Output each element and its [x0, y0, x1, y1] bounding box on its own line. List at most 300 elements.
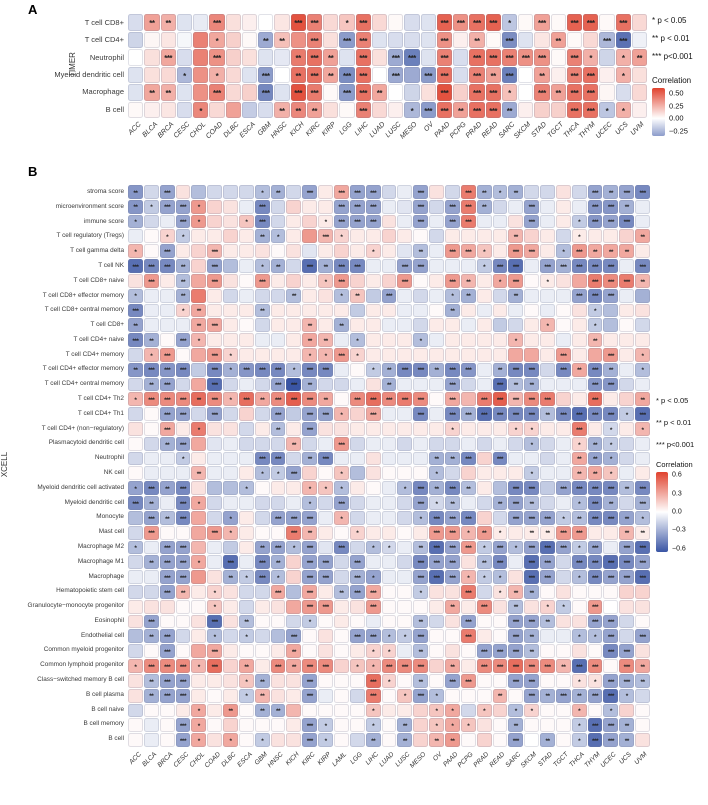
x-axis-label: MESO [399, 121, 419, 141]
significance-stars: *** [591, 737, 599, 745]
heatmap-cell [223, 615, 238, 629]
heatmap-cell [307, 14, 322, 31]
heatmap-cell [302, 541, 317, 555]
heatmap-cell [318, 481, 333, 495]
significance-stars: *** [370, 678, 377, 686]
significance-stars: *** [544, 544, 551, 552]
heatmap-cell [350, 304, 365, 318]
heatmap-cell [493, 437, 508, 451]
significance-stars: *** [310, 71, 319, 81]
heatmap-cell [291, 49, 306, 66]
significance-stars: ** [276, 189, 281, 197]
significance-stars: *** [544, 574, 551, 582]
heatmap-cell [619, 215, 634, 229]
heatmap-cell [193, 84, 208, 101]
heatmap-cell [477, 585, 492, 599]
significance-stars: *** [164, 663, 171, 671]
significance-stars: *** [607, 648, 614, 656]
heatmap-cell [477, 526, 492, 540]
heatmap-cell [128, 49, 143, 66]
significance-stars: *** [417, 559, 424, 567]
heatmap-cell [397, 674, 412, 688]
significance-stars: ** [295, 71, 301, 81]
heatmap-cell [524, 333, 539, 347]
heatmap-cell [588, 378, 603, 392]
heatmap-cell [144, 67, 159, 84]
significance-stars: * [229, 530, 232, 538]
heatmap-cell [193, 14, 208, 31]
significance-stars: ** [165, 515, 170, 523]
significance-stars: *** [512, 515, 519, 523]
significance-stars: * [467, 722, 470, 730]
heatmap-cell [429, 526, 444, 540]
significance-stars: *** [472, 106, 481, 116]
significance-stars: *** [591, 663, 599, 671]
significance-stars: * [215, 71, 219, 81]
significance-stars: *** [179, 219, 186, 227]
heatmap-cell [382, 392, 397, 406]
heatmap-cell [477, 644, 492, 658]
heatmap-cell [382, 674, 397, 688]
heatmap-cell [207, 348, 222, 362]
heatmap-cell [271, 526, 286, 540]
significance-stars: *** [512, 633, 519, 641]
heatmap-cell [366, 333, 381, 347]
xcell-grid [128, 185, 650, 747]
significance-stars: * [419, 337, 422, 345]
significance-stars: ** [165, 441, 170, 449]
row-label: Endothelial cell [81, 631, 124, 639]
significance-stars: *** [586, 19, 595, 29]
heatmap-cell [366, 659, 381, 673]
significance-stars: *** [591, 485, 599, 493]
heatmap-cell [588, 185, 603, 199]
heatmap-cell [599, 49, 614, 66]
heatmap-cell [258, 67, 273, 84]
heatmap-cell [356, 102, 371, 119]
heatmap-cell [176, 392, 191, 406]
significance-stars: * [546, 322, 549, 330]
heatmap-cell [493, 555, 508, 569]
heatmap-cell [191, 348, 206, 362]
heatmap-cell [588, 318, 603, 332]
heatmap-cell [191, 304, 206, 318]
significance-stars: *** [164, 589, 171, 597]
heatmap-cell [239, 600, 254, 614]
heatmap-cell [429, 659, 444, 673]
significance-stars: *** [306, 396, 313, 404]
heatmap-cell [588, 526, 603, 540]
heatmap-cell [334, 733, 349, 747]
significance-stars: * [562, 515, 565, 523]
significance-stars: *** [164, 693, 171, 701]
significance-stars: *** [639, 559, 646, 567]
significance-stars: *** [354, 204, 361, 212]
heatmap-cell [388, 102, 403, 119]
heatmap-cell [176, 674, 191, 688]
heatmap-cell [255, 289, 270, 303]
significance-stars: *** [496, 396, 503, 404]
colorbar-tick: 0.3 [672, 490, 682, 498]
heatmap-cell [572, 526, 587, 540]
heatmap-cell [619, 570, 634, 584]
significance-stars: *** [607, 678, 614, 686]
heatmap-cell [524, 585, 539, 599]
heatmap-cell [540, 541, 555, 555]
heatmap-cell [255, 718, 270, 732]
heatmap-cell [128, 511, 143, 525]
x-axis-label: COAD [204, 121, 225, 141]
heatmap-cell [176, 570, 191, 584]
row-label: T cell CD4+ naive [73, 335, 124, 343]
heatmap-cell [318, 674, 333, 688]
heatmap-cell [302, 215, 317, 229]
significance-stars: * [324, 485, 327, 493]
heatmap-cell [274, 102, 289, 119]
heatmap-cell [551, 84, 566, 101]
heatmap-cell [350, 600, 365, 614]
significance-stars: *** [306, 693, 313, 701]
significance-stars: *** [465, 633, 472, 641]
significance-stars: * [609, 456, 612, 464]
heatmap-cell [508, 289, 523, 303]
significance-stars: *** [424, 71, 433, 81]
significance-stars: *** [211, 322, 218, 330]
heatmap-cell [382, 437, 397, 451]
heatmap-cell [318, 733, 333, 747]
heatmap-cell [588, 629, 603, 643]
heatmap-cell [144, 704, 159, 718]
heatmap-cell [445, 200, 460, 214]
heatmap-cell [226, 32, 241, 49]
heatmap-cell [161, 32, 176, 49]
xcell-x-labels [128, 751, 650, 791]
heatmap-cell [382, 585, 397, 599]
heatmap-cell [144, 422, 159, 436]
heatmap-cell [421, 84, 436, 101]
heatmap-cell [635, 644, 650, 658]
heatmap-cell [572, 733, 587, 747]
heatmap-cell [271, 733, 286, 747]
significance-stars: ** [539, 71, 545, 81]
heatmap-cell [477, 422, 492, 436]
significance-stars: *** [528, 559, 535, 567]
heatmap-cell [534, 32, 549, 49]
heatmap-cell [286, 244, 301, 258]
significance-stars: ** [149, 337, 154, 345]
heatmap-cell [207, 274, 222, 288]
significance-stars: *** [306, 604, 313, 612]
heatmap-cell [635, 555, 650, 569]
heatmap-cell [271, 274, 286, 288]
significance-stars: *** [623, 559, 630, 567]
heatmap-cell [239, 496, 254, 510]
heatmap-cell [556, 363, 571, 377]
heatmap-cell [588, 333, 603, 347]
significance-stars: *** [407, 54, 416, 64]
significance-stars: * [514, 426, 517, 434]
heatmap-cell [508, 215, 523, 229]
heatmap-cell [302, 600, 317, 614]
heatmap-cell [207, 629, 222, 643]
heatmap-cell [307, 32, 322, 49]
heatmap-cell [429, 304, 444, 318]
significance-stars: *** [465, 678, 472, 686]
significance-stars: ** [482, 530, 487, 538]
significance-stars: *** [359, 106, 368, 116]
heatmap-cell [572, 481, 587, 495]
heatmap-cell [635, 289, 650, 303]
heatmap-cell [366, 555, 381, 569]
significance-stars: ** [466, 485, 471, 493]
heatmap-cell [318, 304, 333, 318]
significance-stars: *** [401, 278, 408, 286]
heatmap-cell [334, 185, 349, 199]
heatmap-cell [445, 718, 460, 732]
timer-x-labels [128, 121, 647, 161]
significance-stars: *** [456, 19, 465, 29]
significance-stars: *** [472, 71, 481, 81]
row-label: Common myeloid progenitor [43, 646, 124, 654]
significance-stars: *** [528, 204, 535, 212]
heatmap-cell [508, 585, 523, 599]
heatmap-cell [318, 615, 333, 629]
heatmap-cell [469, 102, 484, 119]
heatmap-cell [193, 102, 208, 119]
heatmap-cell [239, 333, 254, 347]
significance-stars: ** [418, 619, 423, 627]
significance-stars: * [578, 219, 581, 227]
heatmap-cell [286, 466, 301, 480]
significance-stars: * [594, 678, 597, 686]
heatmap-cell [177, 14, 192, 31]
heatmap-cell [318, 496, 333, 510]
heatmap-cell [445, 689, 460, 703]
heatmap-cell [271, 185, 286, 199]
heatmap-cell [334, 289, 349, 303]
heatmap-cell [318, 244, 333, 258]
heatmap-cell [207, 407, 222, 421]
heatmap-cell [603, 629, 618, 643]
heatmap-cell [556, 481, 571, 495]
heatmap-cell [128, 244, 143, 258]
heatmap-cell [318, 600, 333, 614]
heatmap-cell [534, 49, 549, 66]
heatmap-cell [524, 274, 539, 288]
significance-stars: ** [640, 233, 645, 241]
heatmap-cell [160, 600, 175, 614]
heatmap-cell [508, 392, 523, 406]
significance-stars: *** [472, 54, 481, 64]
heatmap-cell [144, 14, 159, 31]
significance-stars: * [578, 233, 581, 241]
heatmap-cell [271, 289, 286, 303]
significance-stars: *** [560, 367, 567, 375]
significance-stars: *** [391, 54, 400, 64]
heatmap-cell [508, 644, 523, 658]
heatmap-cell [366, 437, 381, 451]
significance-stars: *** [211, 263, 218, 271]
heatmap-cell [493, 407, 508, 421]
heatmap-cell [207, 229, 222, 243]
heatmap-cell [540, 318, 555, 332]
significance-stars: *** [537, 19, 546, 29]
heatmap-cell [382, 422, 397, 436]
heatmap-cell [160, 259, 175, 273]
x-axis-label: SARC [497, 121, 517, 140]
significance-stars: *** [591, 278, 599, 286]
heatmap-cell [397, 570, 412, 584]
heatmap-cell [493, 526, 508, 540]
significance-stars: ** [260, 678, 265, 686]
heatmap-cell [271, 304, 286, 318]
heatmap-cell [128, 570, 143, 584]
significance-stars: *** [290, 382, 297, 390]
significance-stars: *** [481, 663, 488, 671]
significance-stars: ** [133, 189, 138, 197]
significance-stars: *** [338, 544, 345, 552]
heatmap-cell [350, 718, 365, 732]
significance-stars: ** [450, 663, 455, 671]
heatmap-cell [302, 511, 317, 525]
heatmap-cell [461, 244, 476, 258]
significance-stars: *** [370, 589, 377, 597]
heatmap-cell [477, 289, 492, 303]
heatmap-cell [477, 689, 492, 703]
heatmap-cell [239, 378, 254, 392]
heatmap-cell [429, 600, 444, 614]
heatmap-cell [302, 333, 317, 347]
heatmap-cell [493, 615, 508, 629]
heatmap-cell [493, 392, 508, 406]
heatmap-cell [191, 215, 206, 229]
significance-stars: ** [545, 530, 550, 538]
heatmap-cell [302, 244, 317, 258]
heatmap-cell [286, 511, 301, 525]
heatmap-cell [307, 67, 322, 84]
heatmap-cell [302, 570, 317, 584]
heatmap-cell [404, 84, 419, 101]
heatmap-cell [508, 674, 523, 688]
heatmap-cell [160, 229, 175, 243]
heatmap-cell [603, 466, 618, 480]
heatmap-cell [413, 718, 428, 732]
heatmap-cell [207, 733, 222, 747]
heatmap-cell [588, 615, 603, 629]
heatmap-cell [635, 466, 650, 480]
heatmap-cell [508, 704, 523, 718]
heatmap-cell [508, 200, 523, 214]
heatmap-cell [413, 215, 428, 229]
heatmap-cell [128, 229, 143, 243]
heatmap-cell [366, 704, 381, 718]
heatmap-cell [271, 244, 286, 258]
significance-stars: *** [440, 36, 449, 46]
significance-stars: *** [338, 263, 345, 271]
heatmap-cell [318, 185, 333, 199]
heatmap-cell [239, 615, 254, 629]
significance-stars: *** [505, 71, 514, 81]
heatmap-cell [255, 348, 270, 362]
heatmap-cell [524, 392, 539, 406]
significance-stars: *** [570, 19, 579, 29]
heatmap-cell [128, 318, 143, 332]
significance-stars: ** [624, 722, 629, 730]
significance-stars: *** [164, 678, 171, 686]
heatmap-cell [445, 615, 460, 629]
significance-stars: ** [608, 189, 613, 197]
heatmap-cell [318, 585, 333, 599]
heatmap-cell [191, 585, 206, 599]
heatmap-cell [572, 615, 587, 629]
significance-stars: ** [592, 337, 598, 345]
heatmap-cell [413, 570, 428, 584]
heatmap-cell [567, 84, 582, 101]
significance-stars: ** [149, 633, 154, 641]
heatmap-cell [388, 32, 403, 49]
heatmap-cell [302, 466, 317, 480]
heatmap-cell [518, 32, 533, 49]
heatmap-cell [404, 14, 419, 31]
heatmap-cell [382, 452, 397, 466]
significance-stars: *** [359, 19, 368, 29]
heatmap-cell [583, 32, 598, 49]
heatmap-cell [572, 452, 587, 466]
heatmap-cell [239, 348, 254, 362]
heatmap-cell [176, 229, 191, 243]
heatmap-cell [207, 674, 222, 688]
heatmap-cell [461, 496, 476, 510]
significance-stars: *** [179, 337, 186, 345]
heatmap-cell [366, 481, 381, 495]
heatmap-cell [635, 318, 650, 332]
heatmap-cell [540, 526, 555, 540]
heatmap-cell [161, 102, 176, 119]
significance-stars: ** [133, 204, 138, 212]
heatmap-cell [445, 555, 460, 569]
significance-stars: * [292, 367, 295, 375]
heatmap-cell [572, 570, 587, 584]
heatmap-cell [493, 422, 508, 436]
significance-stars: *** [449, 219, 456, 227]
heatmap-cell [323, 32, 338, 49]
significance-stars: *** [148, 263, 155, 271]
heatmap-cell [588, 600, 603, 614]
significance-stars: *** [259, 219, 266, 227]
x-axis-label: LGG [338, 121, 354, 137]
heatmap-cell [176, 689, 191, 703]
significance-stars: *** [211, 278, 218, 286]
heatmap-cell [619, 200, 634, 214]
row-label: Eosinophil [94, 616, 124, 624]
heatmap-cell [540, 200, 555, 214]
significance-stars: *** [489, 106, 498, 116]
heatmap-cell [619, 689, 634, 703]
heatmap-cell [255, 422, 270, 436]
heatmap-cell [128, 348, 143, 362]
heatmap-cell [397, 407, 412, 421]
significance-stars: *** [472, 19, 481, 29]
heatmap-cell [258, 49, 273, 66]
significance-stars: *** [576, 485, 583, 493]
sig-legend-item: ** p < 0.01 [656, 418, 692, 427]
heatmap-cell [635, 481, 650, 495]
significance-stars: *** [294, 19, 303, 29]
heatmap-cell [239, 644, 254, 658]
heatmap-cell [160, 733, 175, 747]
significance-stars: *** [275, 411, 282, 419]
significance-stars: *** [179, 204, 186, 212]
